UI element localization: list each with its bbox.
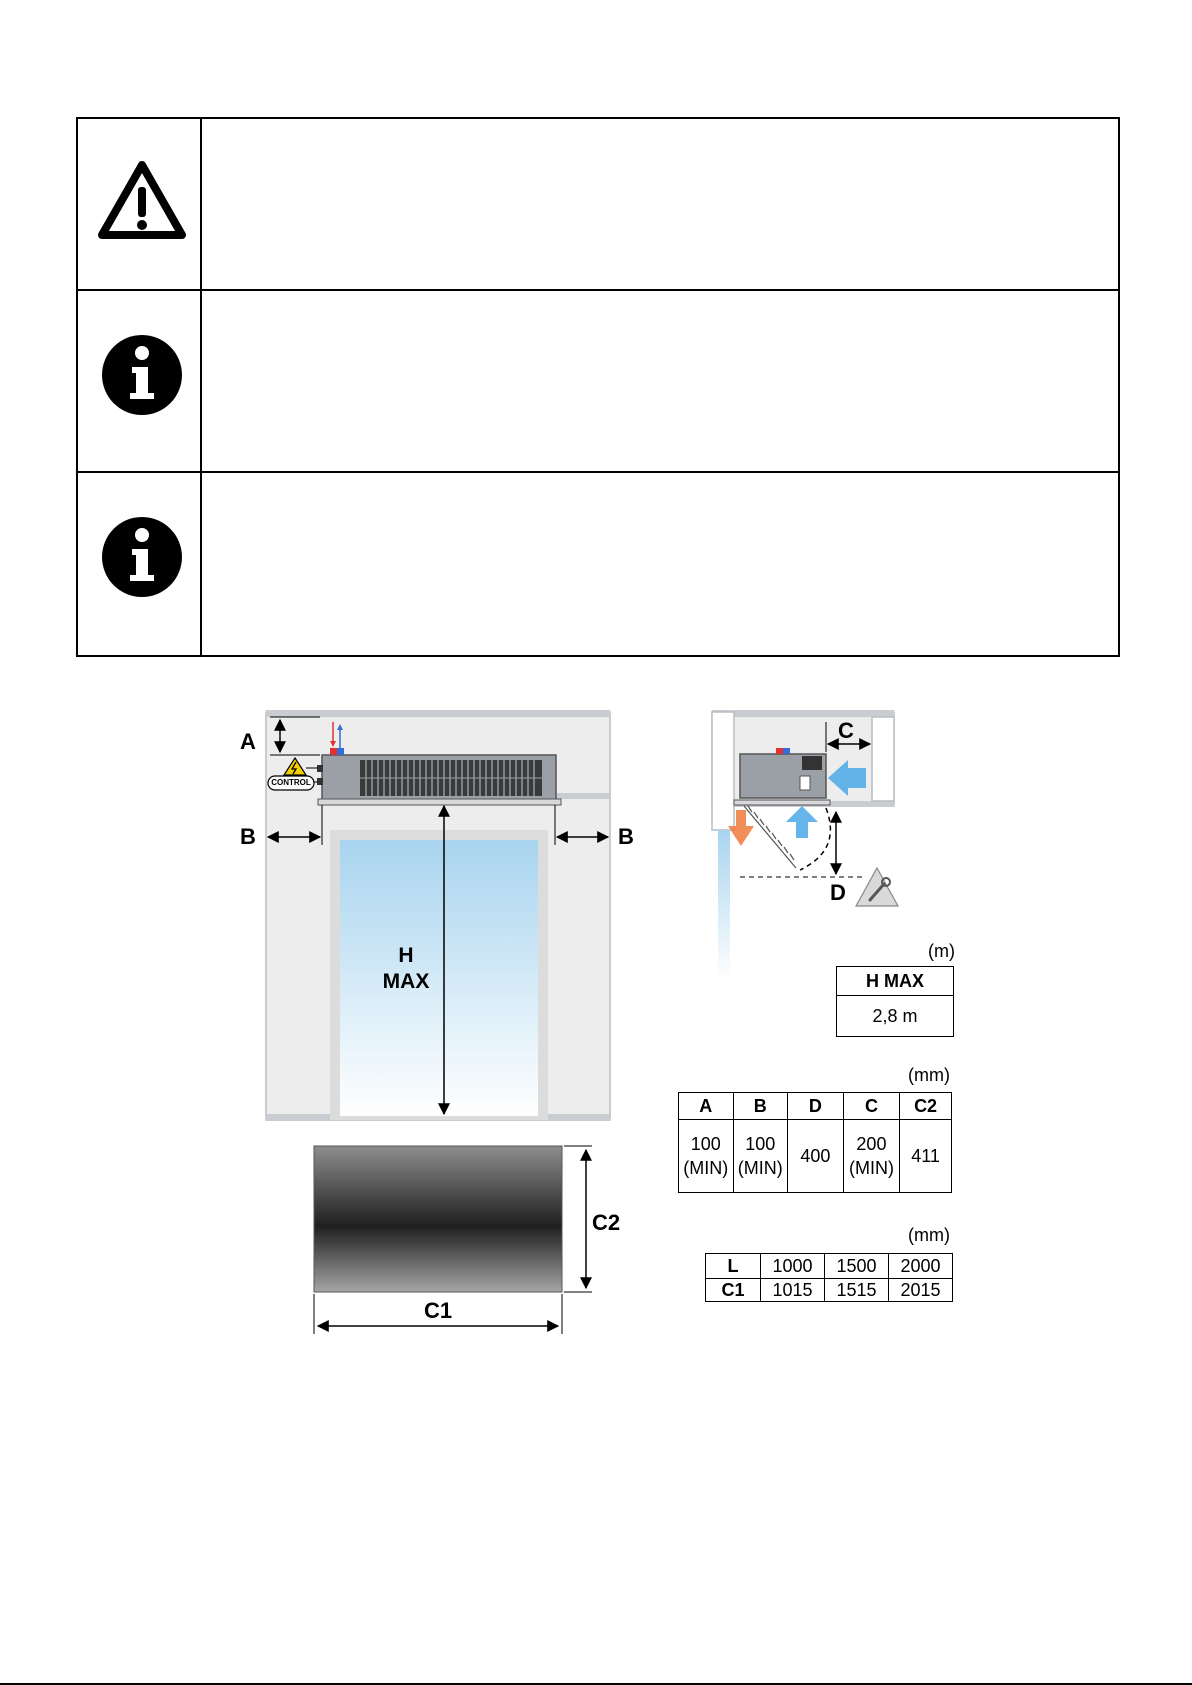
dims-table [678,1092,952,1193]
label-hmax: H MAX [382,944,430,993]
label-c2: C2 [592,1210,621,1235]
label-c1: C1 [424,1298,453,1323]
length-cell: 1000 [761,1254,825,1279]
label-b-left: B [240,824,256,849]
label-c: C [838,718,854,743]
dims-header: A [679,1093,734,1120]
length-row-label: L [706,1254,761,1279]
length-cell: 2015 [889,1279,953,1302]
dims-header: D [788,1093,844,1120]
length-cell: 2000 [889,1254,953,1279]
length-cell: 1500 [825,1254,889,1279]
length-cell: 1515 [825,1279,889,1302]
length-unit: (mm) [908,1225,950,1245]
maintenance-wrench-icon [856,868,898,906]
side-view-drawing [712,710,894,980]
dims-header: B [733,1093,788,1120]
dims-header: C2 [900,1093,952,1120]
hmax-value: 2,8 m [837,996,954,1037]
hmax-header: H MAX [837,967,954,996]
dims-value: 100 (MIN) [679,1120,734,1193]
dims-value: 200 (MIN) [843,1120,899,1193]
control-label: CONTROL [271,778,311,787]
dims-value: 411 [900,1120,952,1193]
dims-unit: (mm) [908,1065,950,1085]
grille-drawing [314,1146,592,1334]
dims-value: 400 [788,1120,844,1193]
hmax-unit: (m) [928,941,955,961]
length-row-label: C1 [706,1279,761,1302]
hmax-table [836,966,954,1037]
length-table [705,1253,953,1302]
dims-header: C [843,1093,899,1120]
dims-value: 100 (MIN) [733,1120,788,1193]
label-d: D [830,880,846,905]
unit-grille [360,760,542,796]
label-b-right: B [618,824,634,849]
length-cell: 1015 [761,1279,825,1302]
label-a: A [240,729,256,754]
